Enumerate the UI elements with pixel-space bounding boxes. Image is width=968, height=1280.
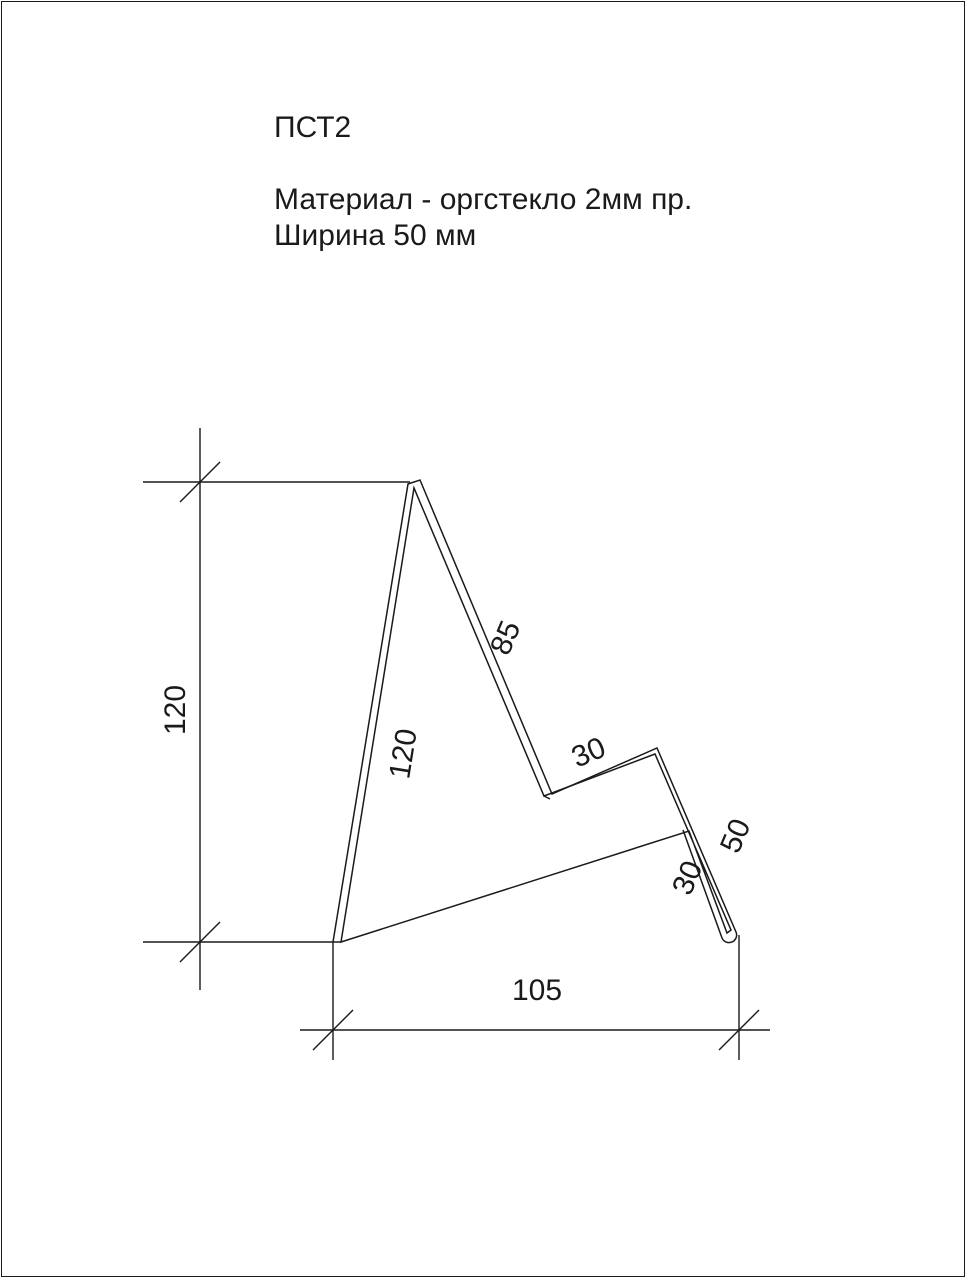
width-spec: Ширина 50 мм (274, 219, 477, 252)
shelf-segment-label: 30 (566, 731, 611, 775)
inner-corner-joint (544, 796, 550, 799)
base-width-label: 105 (512, 974, 563, 1007)
lip-outer-label: 50 (714, 814, 758, 858)
front-slope-label: 85 (484, 616, 528, 660)
material-spec: Материал - оргстекло 2мм пр. (274, 183, 693, 216)
back-segment-label: 120 (383, 726, 424, 782)
extension-lines (143, 428, 770, 1060)
part-code: ПСТ2 (274, 111, 352, 144)
overall-height-label: 120 (159, 684, 192, 735)
lip-inner-label: 30 (666, 856, 710, 900)
